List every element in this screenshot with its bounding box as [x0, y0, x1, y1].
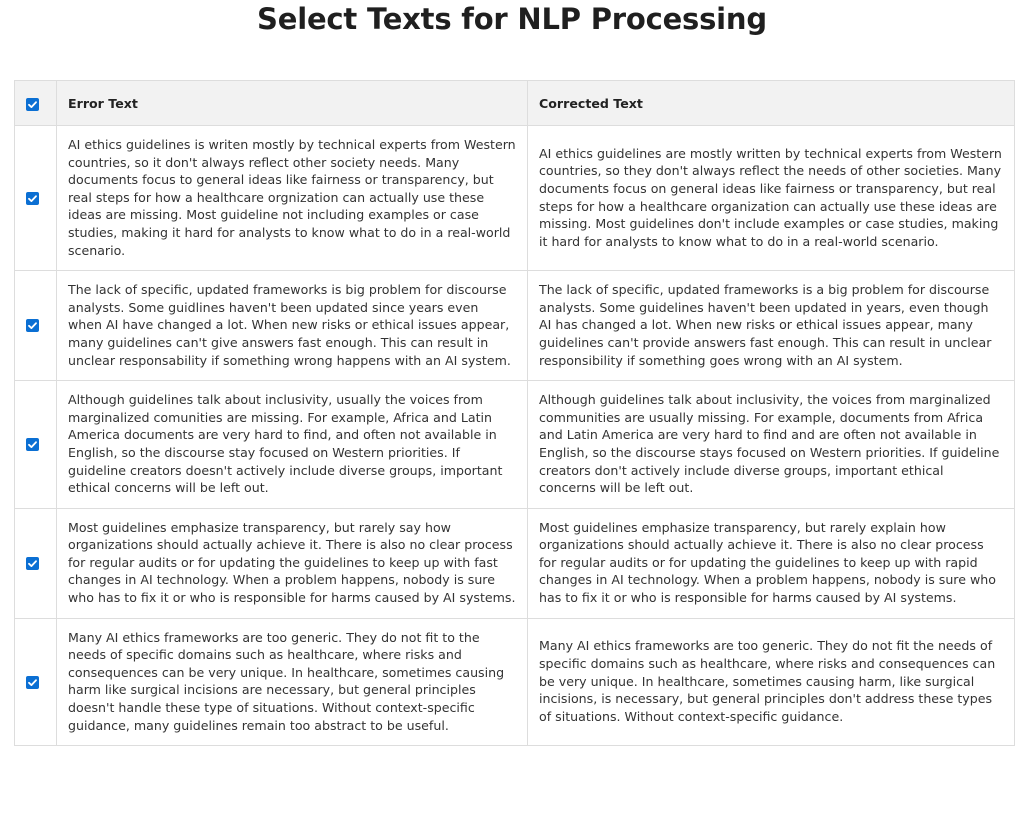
corrected-text-cell: Most guidelines emphasize transparency, but rarely explain how organizations should actually achieve it. There is also no clear process for regular audits or for updating the guidelines to keep up with rapid changes in AI technology. When a problem happens, nobody is sure who has to fix it or who is responsible for harms caused by AI systems. — [528, 508, 1015, 618]
error-text-cell: Although guidelines talk about inclusivity, usually the voices from marginalized comunities are missing. For example, Africa and Latin America documents are very hard to find, and often not available in English, so the discourse stay focused on Western priorities. If guideline creators doesn't actively include diverse groups, important ethical concerns will be left out. — [57, 381, 528, 509]
error-text-cell: The lack of specific, updated frameworks is big problem for discourse analysts. Some guidlines haven't been updated since years even when AI have changed a lot. When new risks or ethical issues appear, many guidelines can't give answers fast enough. This can result in unclear responsability if something wrong happens with an AI system. — [57, 271, 528, 381]
checkmark-icon — [26, 438, 39, 451]
corrected-text-cell: The lack of specific, updated frameworks is a big problem for discourse analysts. Some guidelines haven't been updated in years, even though AI has changed a lot. When new risks or ethical issues appear, many guidelines can't provide answers fast enough. This can result in unclear responsibility if something goes wrong with an AI system. — [528, 271, 1015, 381]
row-select-cell — [15, 618, 57, 746]
table-row — [15, 618, 1015, 746]
row-checkbox[interactable] — [26, 438, 39, 451]
column-header-corrected-text: Corrected Text — [528, 81, 1015, 126]
column-header-error-text: Error Text — [57, 81, 528, 126]
checkmark-icon — [26, 192, 39, 205]
checkmark-icon — [26, 676, 39, 689]
corrected-text-cell: Many AI ethics frameworks are too generic. They do not fit the needs of specific domains such as healthcare, where risks and consequences can be very unique. In healthcare, sometimes causing harm, like surgical incisions, is necessary, but general principles don't address these types of situations. Without context-specific guidance. — [528, 618, 1015, 746]
select-all-checkbox[interactable] — [26, 98, 39, 111]
table-row — [15, 126, 1015, 271]
error-text-cell: Most guidelines emphasize transparency, but rarely say how organizations should actually achieve it. There is also no clear process for regular audits or for updating the guidelines to keep up with fast changes in AI technology. When a problem happens, nobody is sure who has to fix it or who is responsible for harms caused by AI systems. — [57, 508, 528, 618]
row-checkbox[interactable] — [26, 319, 39, 332]
table-header-row — [15, 81, 1015, 126]
row-select-cell — [15, 126, 57, 271]
table-row — [15, 508, 1015, 618]
corrected-text-cell: AI ethics guidelines are mostly written by technical experts from Western countries, so they don't always reflect the needs of other societies. Many documents focus on general ideas like fairness or transparency, but real steps for how a healthcare organization can actually use these ideas are missing. Most guidelines don't include examples or case studies, making it hard for analysts to know what to do in a real-world scenario. — [528, 126, 1015, 271]
checkmark-icon — [26, 98, 39, 111]
row-checkbox[interactable] — [26, 557, 39, 570]
checkmark-icon — [26, 319, 39, 332]
row-select-cell — [15, 508, 57, 618]
error-text-cell: AI ethics guidelines is writen mostly by technical experts from Western countries, so it don't always reflect other society needs. Many documents focus to general ideas like fairness or transparency, but real steps for how a healthcare orgnization can actually use these ideas are missing. Most guideline not including examples or case studies, making it hard for analysts to know what to do in a real-world scenario. — [57, 126, 528, 271]
row-select-cell — [15, 271, 57, 381]
error-text-cell: Many AI ethics frameworks are too generic. They do not fit to the needs of specific domains such as healthcare, where risks and consequences can be very unique. In healthcare, sometimes causing harm like surgical incisions are necessary, but general principles doesn't handle these type of situations. Without context-specific guidance, many guidelines remain too abstract to be useful. — [57, 618, 528, 746]
page-title: Select Texts for NLP Processing — [257, 2, 767, 36]
texts-table — [14, 80, 1015, 746]
row-checkbox[interactable] — [26, 676, 39, 689]
table-row — [15, 381, 1015, 509]
checkmark-icon — [26, 557, 39, 570]
table-row — [15, 271, 1015, 381]
select-all-cell — [15, 81, 57, 126]
row-select-cell — [15, 381, 57, 509]
row-checkbox[interactable] — [26, 192, 39, 205]
corrected-text-cell: Although guidelines talk about inclusivity, the voices from marginalized communities are usually missing. For example, documents from Africa and Latin America are very hard to find and are often not available in English, so the discourse stays focused on Western priorities. If guideline creators don't actively include diverse groups, important ethical concerns will be left out. — [528, 381, 1015, 509]
